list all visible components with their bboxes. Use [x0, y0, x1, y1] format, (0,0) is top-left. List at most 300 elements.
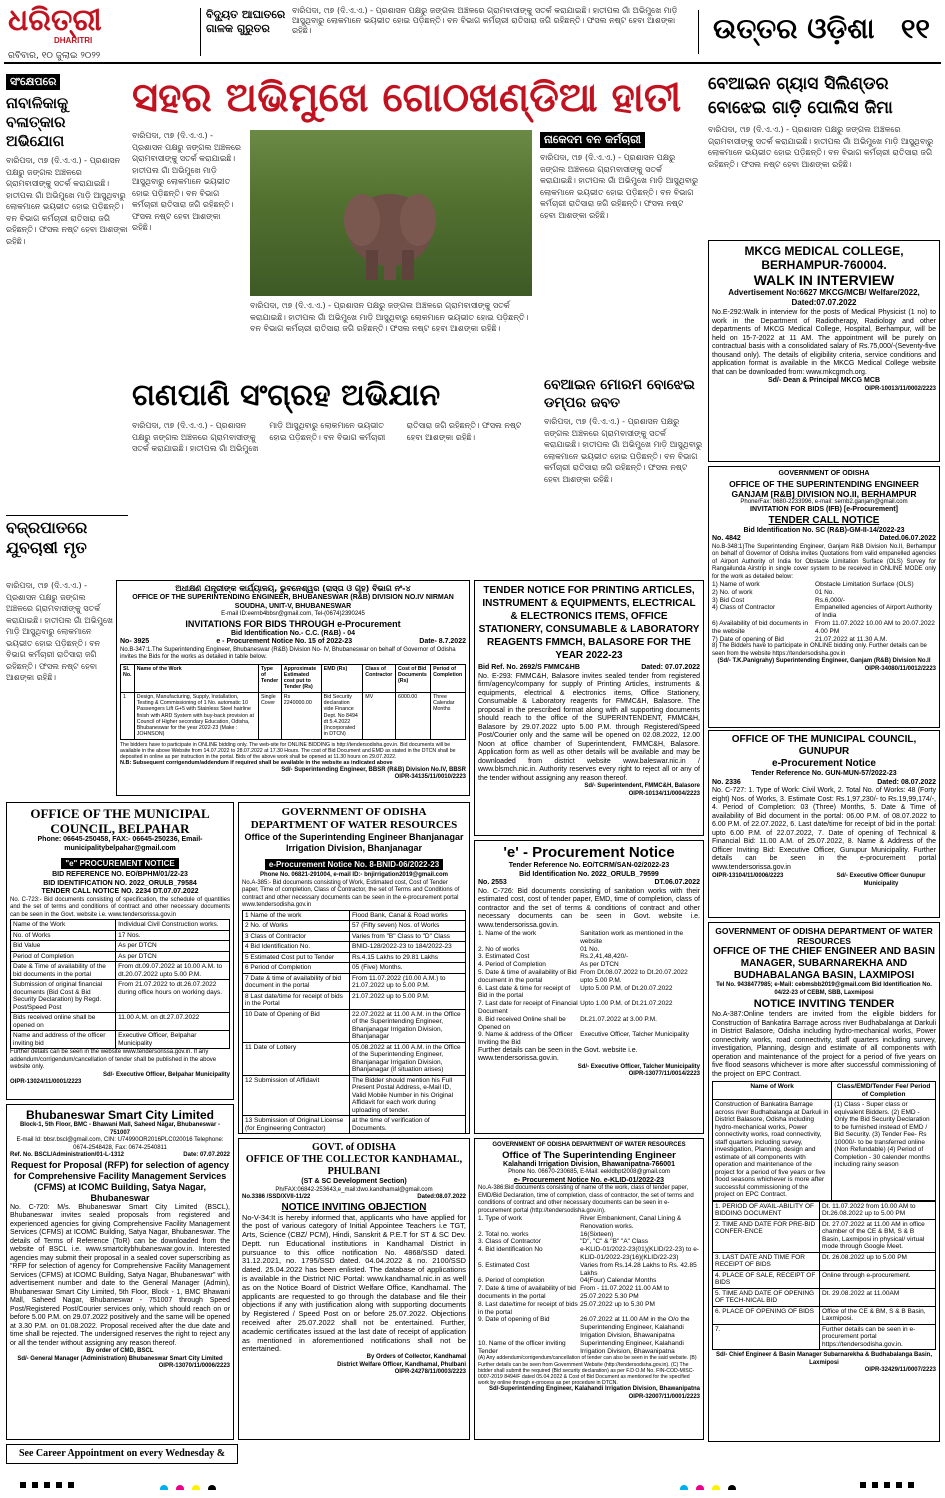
- talcher-rows: [478, 930, 700, 1047]
- detail-key: 3. Class of Contractor: [478, 1238, 541, 1246]
- main-headline: ସହର ଅଭିମୁଖେ ଗୋଠଖଣ୍ଡିଆ ହାତୀ: [132, 75, 682, 121]
- detail-row: [478, 985, 700, 1001]
- detail-key: 4) Class of Contractor: [712, 604, 776, 612]
- ganjam-invite: INVITATION FOR BIDS (IFB) [e-Procurement]: [750, 506, 898, 513]
- section-title-box: [698, 10, 938, 54]
- detail-value: From Dt.08.07.2022 to Dt.20.07.2022 upto 5.00 P.M.: [580, 968, 688, 984]
- subarna-body: No.A-387:Online tenders are invited from the eligible bidders for Construction of Bankatira Barrage across river Budhabalanga at Darkuli in District Balasore, Odisha including hydro-mechanical works, Power connectivity works, road connectivity, staff quarters including survey, investigation, Planning, design and estimate of all components with operation and maintenance of the project for a period of five years on five flood seasons whichever is more after successful commissioning of the project on EPC Contract.: [712, 1011, 936, 1078]
- section-title: ଉତ୍ତର ଓଡ଼ିଶା: [713, 12, 875, 45]
- table-key-cell: 6 Period of Completion: [243, 963, 350, 974]
- detail-value: 25.07.2022 up to 5.30 PM: [580, 1300, 655, 1308]
- talcher-dated: DT.06.07.2022: [654, 879, 700, 886]
- table-key-cell: 1 Name of the work: [243, 910, 350, 921]
- kala-title: Office of The Superintending Engineer: [502, 1149, 676, 1161]
- bscl-contact: E-mail Id: bbsr.bscl@gmail.com, CIN: U74990OR2016PLC020016 Telephone: 0674-2548428, Fax: 0674-2540811: [16, 1137, 224, 1151]
- subarna-th1: Name of Work: [713, 1082, 832, 1100]
- table-key-cell: 4 Bid Identification No.: [243, 942, 350, 953]
- table-value-cell: Dt. 29.08.2022 at 11.00AM: [820, 1288, 936, 1306]
- bhanj-gov: GOVERNMENT OF ODISHA: [281, 806, 427, 818]
- detail-value: 01 No.: [815, 588, 835, 596]
- detail-value: 04(Four) Calendar Months: [580, 1277, 657, 1285]
- table-row: [121, 664, 466, 692]
- belpahar-call: TENDER CALL NOTICE NO. 2234 DT.07.07.2022: [41, 888, 199, 895]
- kandh-oipr: OIPR-24278/11/0003/2223: [394, 1369, 466, 1376]
- detail-value: From 11.07.2022 10.00 AM to 20.07.2022 4.00 PM: [815, 619, 935, 635]
- main-body-col2: ବାରିପଦା, ୯ା୭ (ଦି.ଏ.ଏ.) - ପ୍ରଶାସନ ପକ୍ଷରୁ ଜଙ୍ଗଲ ଅଞ୍ଚଳରେ ଗ୍ରାମବାସୀଙ୍କୁ ସତର୍କ କରାଯାଇଛି। ହାତୀପଲ ଗାଁ ଅଭିମୁଖେ ମାଡ଼ି ଆସୁଥିବାରୁ ଲୋକମାନେ ଭୟଭୀତ ହୋଇ ପଡ଼ିଛନ୍ତି। ବନ ବିଭାଗ କର୍ମଚାରୀ ରାତିସାରା ଜଗି ରହିଛନ୍ତି। ଫସଲ ନଷ୍ଟ ହେବା ଆଶଙ୍କା ରହିଛି।: [250, 301, 529, 333]
- table-value-cell: 57 (Fifty seven) Nos. of Works: [350, 921, 466, 932]
- belpahar-badge: "e" PROCUREMENT NOTICE: [61, 858, 178, 869]
- gunupur-body: No. C-727: 1. Type of Work: Civil Work, 2. Total No. of Works: 48 (Forty eight) Nos. of Works, 3. Estimate Cost: Rs.1,97,230/- to Rs.19,99,174/-, 4. Period of Completion: 03 (Three) Months, 5. Date & Time of availability of Bid document in the portal: 06.00 P.M. of 08.07.2022 to 6.00 P.M. of 22.07.2022, 6. Last date/time for receipt of bid in the portal: upto 6.00 P.M. of 22.07.2022, 7. Date of opening of Technical & Financial Bid: 11.00 A.M. of 25.07.2022, 8. Name & Address of the Officer Inviting Bid: Executive Officer, Gunupur Municipality. Further details can be seen in the e-procurement portal www.tendersorissa.gov.in: [712, 787, 936, 871]
- table-row: [713, 1288, 936, 1306]
- table-value-cell: From 21.07.2022 to dt.26.07.2022 during office hours on working days.: [116, 980, 230, 1013]
- kandh-dated: Dated:08.07.2022: [417, 1194, 466, 1200]
- gas-headline: ବେଆଇନ ଗ୍ୟାସ ସିଲିଣ୍ଡର ବୋଝେଇ ଗାଡ଼ି ପୋଲିସ ଜିମା: [708, 74, 893, 118]
- kandh-body: No-V-34:It is hereby informed that, applicants who have applied for the post of various category of Initial Appointee Teachers i.e TGT, Arts, Science (CBZ/ PCM), Hindi, Sanskrit & P.E.T for ST & SC Dev. Deptt. run Educational institutions in Kandhamal District in pursuance to this office notification No. 4868/SSD dated. 31.12.2021, no. 1795/SSD dated. 04.04.2022 & no. 2100/SSD dated. 25.04.2022 has been enlisted. The database of applications is available in the District NIC Portal: www.kandhamal.nic.in as well as on the Notice Board of District Welfare Office, Kandhamal. The applicants are requested to go through the database and file their objections if any with justification along with supporting documents by Registered / Speed Post on or before 25.07.2022. Objections received after 25.07.2022 shall not be entertained. Further, academic certificates issued at the last date of receipt of application as mentioned in aforementioned notifications shall not be entertained.: [242, 1212, 466, 1354]
- table-header-cell: Cost of Bid Documents (Rs): [396, 664, 431, 692]
- bbsr-notice: e - Procurement Notice No. 15 of 2022-23: [216, 638, 353, 645]
- bhanj-table: [242, 910, 466, 1135]
- detail-value: 26.07.2022 at 11.00 AM in the O/o the Superintending Engineer, Kalahandi Irrigation Division, Bhawanipatna: [580, 1316, 690, 1339]
- detail-row: [712, 620, 936, 636]
- detail-value: "D", "C" & "B" "A" Class: [580, 1238, 649, 1246]
- gunupur-dated: Dated: 08.07.2022: [877, 778, 936, 786]
- detail-key: 6) Availability of bid documents in the website: [712, 619, 808, 635]
- ganjam-gov: GOVERNMENT OF ODISHA: [778, 470, 870, 477]
- kala-contact: Phone No. 06670-230685, E-Mail: eekldbpt2008@gmail.com: [508, 1169, 670, 1175]
- talcher-footer: Further details can be seen in the Govt. website i.e. www.tendersorissa.gov.in.: [478, 1046, 638, 1063]
- detail-key: 9. Date of opening of Bid: [478, 1316, 550, 1324]
- detail-row: [712, 597, 936, 605]
- table-key-cell: 6. PLACE OF OPENING OF BIDS: [713, 1306, 820, 1324]
- bbsr-rb-ad: [116, 580, 470, 796]
- table-value-cell: Office of the CE & BM, S & B Basin, Laxmiposi.: [820, 1306, 936, 1324]
- table-value-cell: From 11.07.2022 (10.00 A.M.) to 21.07.2022 up to 5.00 P.M.: [350, 973, 466, 991]
- logo-odia: ଧରିତ୍ରୀ: [8, 4, 102, 38]
- gunupur-sub: e-Procurement Notice: [772, 758, 876, 769]
- bhanj-intro: No.A-385:- Bid documents consisting of Work, Estimated cost, Cost of Tender paper, Time of completion, Class of Contractor, the set of Terms and Conditions of contract and other necessary documents can be seen in the e-procurement portal www.tendersodisha.gov.in: [242, 879, 460, 908]
- bbsr-intro: No.B-347:1.The Superintending Engineer, Bhubaneswar (R&B) Division No- IV, Bhubaneswar on behalf of Governor of Odisha invites the Bids for the works as detailed in table below.: [120, 646, 456, 660]
- table-key-cell: Bids received online shall be opened on: [11, 1013, 116, 1031]
- table-row: [243, 931, 466, 942]
- bbsr-sign: Sd/- Superintending Engineer, BBSR (R&B) Division No.IV, BBSR: [281, 766, 466, 773]
- ganjam-footer: 8) The Bidders have to participate in ONLINE bidding only. Further details can be seen from the website https://tendersodisha.gov.in: [712, 643, 927, 657]
- detail-value: Obstacle Limitation Surface (OLS): [815, 581, 914, 588]
- detail-row: [478, 1016, 700, 1032]
- bscl-dated: Date: 07.07.2022: [183, 1152, 230, 1158]
- bbsr-no: No- 3925: [120, 638, 150, 645]
- detail-value: Rs.6,000/-: [815, 596, 846, 604]
- gunupur-oipr: OIPR-13104/11/0006/2223: [712, 873, 784, 879]
- table-row: [11, 980, 230, 1013]
- detail-value: From - 11.07.2022 11.00 AM to 25.07.2022 5.30 PM: [580, 1285, 670, 1300]
- talcher-title: 'e' - Procurement Notice: [503, 844, 675, 861]
- detail-value: 16(Sixteen): [580, 1230, 614, 1238]
- belpahar-contact: Phone: 06645-250458, FAX:- 06645-250236, Email- municipalitybelpahar@gmail.com: [37, 836, 203, 852]
- table-header-cell: Class of Contractor: [363, 664, 396, 692]
- bbsr-dated: Date- 8.7.2022: [419, 638, 466, 645]
- detail-row: [478, 930, 700, 946]
- table-row: [243, 963, 466, 974]
- mkcg-sign: Sd/- Dean & Principal MKCG MCB: [767, 377, 880, 384]
- table-value-cell: at the time of verification of Documents.: [350, 1116, 466, 1134]
- belpahar-sign: Sd/- Executive Officer, Belpahar Municipality: [102, 1071, 230, 1078]
- table-key-cell: No. of Works: [11, 930, 116, 941]
- masthead-divider: [200, 8, 201, 56]
- detail-key: 10. Name of the officer inviting Tender: [478, 1339, 566, 1355]
- bbsr-invite: INVITATIONS FOR BIDS THROUGH e-Procurement: [185, 618, 401, 629]
- ganjam-tender: TENDER CALL NOTICE: [768, 514, 880, 526]
- table-cell: Bid Security declaration vide Finance Dept. No 8494 dt 5.4.2022 (Incorporated in DTCN): [321, 692, 363, 739]
- table-key-cell: Name and address of the officer inviting bid: [11, 1031, 116, 1049]
- detail-value: Executive Officer, Talcher Municipality: [580, 1031, 689, 1039]
- ganjam-contact: Phone/Fax: 0680-2233996, e-mail: sernb2.ganjam@gmail.com: [740, 498, 908, 505]
- table-row: [243, 910, 466, 921]
- masthead-rule: [4, 62, 941, 64]
- subarna-th2: Class/EMD/Tender Fee/ Period of Completion: [832, 1082, 936, 1100]
- elephant-photo: [250, 130, 532, 296]
- gunupur-sign: Sd/- Executive Officer Gunupur Municipality: [836, 873, 926, 887]
- bhanj-office: Office of the Superintending Engineer Bhanjanagar Irrigation Division, Bhanjanagar: [244, 832, 464, 853]
- detail-key: 2. Total no. works: [478, 1230, 529, 1238]
- table-value-cell: As per DTCN: [116, 941, 230, 952]
- table-key-cell: 5. TIME AND DATE OF OPENING OF TECH-NICAL BID: [713, 1288, 820, 1306]
- table-value-cell: The Bidder should mention his Full Present Postal Address, e-Mail ID, Valid Mobile Number in his Original Affidavit for each work during uploading of tender.: [350, 1075, 466, 1116]
- belpahar-title: OFFICE OF THE MUNICIPAL COUNCIL, BELPAHAR: [30, 806, 210, 836]
- detail-row: [478, 1277, 700, 1285]
- detail-key: 2. No of works: [478, 945, 520, 953]
- gunupur-ref: Tender Reference No. GUN-MUN-57/2022-23: [751, 770, 897, 777]
- elephant-icon: [250, 130, 532, 296]
- table-value-cell: Flood Bank, Canal & Road works: [350, 910, 466, 921]
- main-sub-tag: ନାକେଦମ ବନ କର୍ମଚାରୀ: [540, 132, 645, 148]
- detail-row: [478, 1238, 700, 1246]
- logo-latin: DHARITRI: [54, 36, 93, 45]
- table-value-cell: 22.07.2022 at 11.00 A.M. in the Office of the Superintending Engineer, Bhanjanagar Irrigation Division, Bhanjanagar: [350, 1009, 466, 1042]
- table-row: [713, 1201, 936, 1219]
- brief-tag: ସଂକ୍ଷେପରେ: [6, 74, 60, 90]
- bbsr-odia-title: ଅଧୀକ୍ଷଣ ଯନ୍ତ୍ରୀଙ୍କ କାର୍ଯ୍ୟାଳୟ, ଭୁବନେଶ୍ୱର (ରାସ୍ତା ଓ ଗୃହ) ବିଭାଗ ନଂ-୪: [175, 584, 411, 593]
- ganjam-bid-id: Bid Identification No. SC (R&B)-GM-II-14/2022-23: [743, 526, 905, 534]
- mkcg-title2: BERHAMPUR-760004.: [761, 258, 887, 272]
- table-key-cell: 2. TIME AND DATE FOR PRE-BID CONFER-ENCE: [713, 1219, 820, 1252]
- detail-value: Superintending Engineer, Kalahandi Irrigation Division, Bhawanipatna: [580, 1339, 684, 1355]
- table-value-cell: From dt.09.07.2022 at 10.00 A.M. to dt.20.07.2022 upto 5.00 P.M.: [116, 962, 230, 980]
- table-key-cell: 13 Submission of Original License (for Engineering Contractor): [243, 1116, 350, 1134]
- detail-row: [712, 581, 936, 589]
- table-row: [121, 692, 466, 739]
- fmmch-dated: Dated: 07.07.2022: [641, 664, 700, 671]
- detail-value: Upto 5.00 P.M. of Dt.20.07.2022: [580, 984, 673, 992]
- ganjam-no: No. 4842: [712, 535, 741, 542]
- detail-row: [478, 1246, 700, 1262]
- detail-row: [712, 636, 936, 644]
- teaser-headline: ବିଦ୍ୟୁତ ଆଘାତରେ ଗାଳକ ଗୁରୁତର: [206, 8, 286, 35]
- bscl-body: No. C-720: M/s. Bhubaneswar Smart City Limited (BSCL), Bhubaneswar invites sealed proposals from registered and experienced agencies for giving Comprehensive Facility Management Services (CFMS) at ICOMC Building, Satya Nagar, Bhubaneswar. The details of Terms of Reference (ToR) can be downloaded from the website of BSCL i.e. www.smartcitybhubaneswar.gov.in. Interested agencies may submit their proposal in a sealed cover superscribing as "RFP for selection of agency for Comprehensive Facility Management Services (CFMS) at ICOMC Building, Satya Nagar, Bhubaneswar" with advertisement number and date to the General Manager (Admin), Bhubaneswar Smart City Limited, 5th Floor, Block - 1, BMC Bhawani Mall, Saheed Nagar, Bhubaneswar - 751007 through Speed Post/Registered Post/Courier services only, which should reach on or before 5.00 P.M. on 29.07.2022 positively and the same will be opened at 3.30 P.M. on 01.08.2022. Proposal received after the due date and time shall be rejected. The undersigned reserves the right to reject any or all the tender without assigning any reason thereof.: [10, 1203, 230, 1347]
- table-value-cell: Further details can be seen in e-procurement portal https://tendersodisha.gov.in.: [820, 1324, 936, 1350]
- bbsr-contact: E-mail ID:eernb4bbsr@gmail.com, Tel-(0674)2390245: [221, 611, 365, 617]
- table-key-cell: Period of Completion: [11, 951, 116, 962]
- subarna-sign: Sd/- Chief Engineer & Basin Manager Subarnarekha & Budhabalanga Basin, Laxmiposi: [715, 1352, 933, 1366]
- table-value-cell: Executive Officer, Belpahar Municipality: [116, 1031, 230, 1049]
- mkcg-adv-no: Advertisement No:6627 MKCG/MCB/ Welfare/2022, Dated:07.07.2022: [728, 288, 920, 307]
- lightning-body: ବାରିପଦା, ୯ା୭ (ଦି.ଏ.ଏ.) - ପ୍ରଶାସନ ପକ୍ଷରୁ ଜଙ୍ଗଲ ଅଞ୍ଚଳରେ ଗ୍ରାମବାସୀଙ୍କୁ ସତର୍କ କରାଯାଇଛି। ହାତୀପଲ ଗାଁ ଅଭିମୁଖେ ମାଡ଼ି ଆସୁଥିବାରୁ ଲୋକମାନେ ଭୟଭୀତ ହୋଇ ପଡ଼ିଛନ୍ତି। ବନ ବିଭାଗ କର୍ମଚାରୀ ରାତିସାରା ଜଗି ରହିଛନ୍ତି। ଫସଲ ନଷ୍ଟ ହେବା ଆଶଙ୍କା ରହିଛି।: [6, 581, 113, 682]
- mkcg-title3: WALK IN INTERVIEW: [753, 272, 895, 288]
- bbsr-sub-note: N.B: Subsequent corrigendum/addendum if required shall be available in the website as indicated above: [120, 760, 393, 767]
- water-headline: ଗଣପାଣି ସଂଗ୍ରହ ଅଭିଯାନ: [132, 378, 441, 413]
- gas-story: [708, 72, 940, 238]
- detail-key: 3. Estimated Cost: [478, 953, 530, 961]
- brief-column: [6, 72, 128, 577]
- detail-row: [712, 604, 936, 620]
- table-value-cell: Dt. 27.07.2022 at 11.00 AM in office chamber of the CE & BM, S & B Basin, Laxmiposi in physical/ virtual mode through Google Meet.: [820, 1219, 936, 1252]
- table-key-cell: 3. LAST DATE AND TIME FOR RECEIPT OF BIDS: [713, 1252, 820, 1270]
- table-key-cell: 2 No. of Works: [243, 921, 350, 932]
- career-strip: [6, 1444, 238, 1464]
- detail-row: [478, 946, 700, 954]
- detail-key: 4. Bid identification No: [478, 1246, 543, 1254]
- gas-body: ବାରିପଦା, ୯ା୭ (ଦି.ଏ.ଏ.) - ପ୍ରଶାସନ ପକ୍ଷରୁ ଜଙ୍ଗଲ ଅଞ୍ଚଳରେ ଗ୍ରାମବାସୀଙ୍କୁ ସତର୍କ କରାଯାଇଛି। ହାତୀପଲ ଗାଁ ଅଭିମୁଖେ ମାଡ଼ି ଆସୁଥିବାରୁ ଲୋକମାନେ ଭୟଭୀତ ହୋଇ ପଡ଼ିଛନ୍ତି। ବନ ବିଭାଗ କର୍ମଚାରୀ ରାତିସାରା ଜଗି ରହିଛନ୍ତି। ଫସଲ ନଷ୍ଟ ହେବା ଆଶଙ୍କା ରହିଛି।: [708, 125, 934, 169]
- bscl-addr: Block-1, 5th Floor, BMC - Bhawani Mall, Saheed Nagar, Bhubaneswar - 751007: [19, 1122, 221, 1136]
- detail-row: [478, 1231, 700, 1239]
- bscl-sign: Sd/- General Manager (Administration) Bhubaneswar Smart City Limited: [17, 1355, 223, 1362]
- detail-key: 7. Date & time of availability of bid documents in the portal: [478, 1285, 576, 1300]
- detail-row: [478, 1215, 700, 1231]
- gunupur-title: OFFICE OF THE MUNICIPAL COUNCIL, GUNUPUR: [731, 734, 917, 757]
- subarna-title: OFFICE OF THE CHIEF ENGINEER AND BASIN MANAGER, SUBARNAREKHA AND BUDHABALANGA BASIN, LAXMIPOSI: [713, 946, 935, 981]
- brief-headline: ନାବାଳିକାକୁ ବଳାତ୍କାର ଅଭିଯୋଗ: [6, 94, 69, 150]
- subarna-contact: Tel No. 9438477985; e-Mail: cebmsbb2019@gmail.com Bid Identification No. 04/22-23 of CEBM, SBB, Laxmiposi: [716, 982, 932, 996]
- table-row: [713, 1219, 936, 1252]
- water-story: [132, 376, 538, 576]
- table-header-cell: Sl. No.: [121, 664, 135, 692]
- table-value-cell: 05.08.2022 at 11.00 A.M. in the Office of the Superintending Engineer, Bhanjanagar Irrigation Division, Bhanjanagar (if situation arises): [350, 1042, 466, 1075]
- table-value-cell: Varies from "B" Class to "D" Class: [350, 931, 466, 942]
- belpahar-intro: No. C-723:- Bid documents consisting of specification, the schedule of quantities and the set of terms and conditions of contract and other necessary documents can be seen in the Govt. website i.e. www.tendersorissa.gov.in: [10, 896, 230, 918]
- subarna-td1: Construction of Bankatira Barrage across river Budhabalanga at Darkuli in District Balasore, Odisha including hydro-mechanical works, Power connectivity works, road connectivity, staff quarters including survey, investigation, Planning, design and estimate of all components with operation and maintenance of the project for a period of five years or five flood seasons whichever is more after successful commissioning of the project on EPC Contract.: [713, 1100, 832, 1201]
- bscl-order: By order of CMD, BSCL: [86, 1348, 154, 1354]
- bscl-rfp: Request for Proposal (RFP) for selection of agency for Comprehensive Facility Management Services (CFMS) at ICOMC Building, Satya Nagar, Bhubaneswar: [10, 1159, 230, 1203]
- ganjam-items: [712, 581, 936, 643]
- table-row: [243, 1075, 466, 1116]
- table-key-cell: 1. PERIOD OF AVAIL-ABILITY OF BIDDING DOCUMENT: [713, 1201, 820, 1219]
- table-value-cell: Rs.4.15 Lakhs to 29.81 Lakhs: [350, 952, 466, 963]
- table-row: [243, 921, 466, 932]
- detail-value: Rs.2,41,48,420/-: [580, 953, 629, 961]
- table-row: [243, 1009, 466, 1042]
- logo: [8, 4, 128, 54]
- detail-row: [478, 1262, 700, 1278]
- table-row: [11, 962, 230, 980]
- fmmch-title: TENDER NOTICE FOR PRINTING ARTICLES, INSTRUMENT & EQUIPMENTS, ELECTRICAL & ELECTRONICS ITEMS, OFFICE STATIONERY, CONSUMABLE & LABORATORY REAGENTS FMMCH, BALASORE FOR THE YEAR 2022-23: [478, 585, 700, 661]
- belpahar-bid-id: BID IDENTIFICATION NO. 2022_ORULB_79584: [43, 879, 197, 887]
- table-key-cell: Submission of original financial documents (Bid Cost & Bid Security Declaration) by Regd. Post/Speed Post: [11, 980, 116, 1013]
- table-key-cell: 4. PLACE OF SALE, RECEIPT OF BIDS: [713, 1270, 820, 1288]
- detail-key: 3) Bid Cost: [712, 596, 745, 604]
- table-row: [243, 952, 466, 963]
- bscl-title: Bhubaneswar Smart City Limited: [25, 1108, 215, 1122]
- table-header-cell: Approximate Estimated cost put to Tender (Rs): [281, 664, 321, 692]
- table-cell: MV: [363, 692, 396, 739]
- detail-key: 6. Last date & time for receipt of Bid in the portal: [478, 984, 571, 1000]
- mkcg-oipr: OIPR-10013/11/0002/2223: [864, 385, 936, 392]
- mkcg-ad: [708, 240, 940, 462]
- bscl-ad: [6, 1104, 234, 1440]
- table-value-cell: Individual Civil Construction works.: [116, 920, 230, 931]
- table-value-cell: Dt. 26.08.2022 up to 5.00 PM: [820, 1252, 936, 1270]
- water-body: ବାରିପଦା, ୯ା୭ (ଦି.ଏ.ଏ.) - ପ୍ରଶାସନ ପକ୍ଷରୁ ଜଙ୍ଗଲ ଅଞ୍ଚଳରେ ଗ୍ରାମବାସୀଙ୍କୁ ସତର୍କ କରାଯାଇଛି। ହାତୀପଲ ଗାଁ ଅଭିମୁଖେ ମାଡ଼ି ଆସୁଥିବାରୁ ଲୋକମାନେ ଭୟଭୀତ ହୋଇ ପଡ଼ିଛନ୍ତି। ବନ ବିଭାଗ କର୍ମଚାରୀ ରାତିସାରା ଜଗି ରହିଛନ୍ତି। ଫସଲ ନଷ୍ଟ ହେବା ଆଶଙ୍କା ରହିଛି।: [132, 421, 522, 453]
- detail-value: Varies from Rs.14.28 Lakhs to Rs. 42.85 Lakhs: [580, 1261, 697, 1277]
- table-row: [713, 1324, 936, 1350]
- main-body-col3: ବାରିପଦା, ୯ା୭ (ଦି.ଏ.ଏ.) - ପ୍ରଶାସନ ପକ୍ଷରୁ ଜଙ୍ଗଲ ଅଞ୍ଚଳରେ ଗ୍ରାମବାସୀଙ୍କୁ ସତର୍କ କରାଯାଇଛି। ହାତୀପଲ ଗାଁ ଅଭିମୁଖେ ମାଡ଼ି ଆସୁଥିବାରୁ ଲୋକମାନେ ଭୟଭୀତ ହୋଇ ପଡ଼ିଛନ୍ତି। ବନ ବିଭାଗ କର୍ମଚାରୀ ରାତିସାରା ଜଗି ରହିଛନ୍ତି। ଫସଲ ନଷ୍ଟ ହେବା ଆଶଙ୍କା ରହିଛି।: [540, 153, 699, 220]
- table-row: [713, 1306, 936, 1324]
- table-cell: Three Calendar Months: [431, 692, 466, 739]
- sand-story: [544, 376, 704, 576]
- detail-row: [478, 1340, 700, 1356]
- fmmch-body: No. E-293: FMMC&H, Balasore invites sealed tender from registered firm/agency/company for supply of Printing Articles, instruments & equipments, electrical & electronics items, Office Stationery, Consumable & Laboratory reagents for FMMC&H, Balasore. The proposal in the prescribed format along with all supporting documents should reach to the office of the SUPERINTENDENT, FMMC&H, Balasore by 29.07.2022 upto 5.00 P.M. through Registered/Speed Post/Courier only and the same will be opened on 02.08.2022, 12.00 Noon at office chamber of Superintendent, FMMC&H, Balasore. Application form as well as other details will be available and may be downloaded from district website www.baleswar.nic.in / www.blsmch.nic.in. Authority reserves every right to reject all or any of the tender without assigning any reason thereof.: [478, 672, 700, 782]
- ganjam-oipr: OIPR-34080/11/0012/2223: [864, 665, 936, 672]
- kala-sign: Sd/-Superintending Engineer, Kalahandi Irrigation Division, Bhawanipatna: [488, 1386, 700, 1393]
- kandhamal-ad: [238, 1138, 470, 1440]
- bscl-ref: Ref. No. BSCL/Administration/01-L-1312: [10, 1152, 125, 1158]
- bbsr-table: [120, 664, 466, 740]
- table-value-cell: Dt. 11.07.2022 from 10.00 AM to Dt.26.08.2022 up to 5.00 PM: [820, 1201, 936, 1219]
- subarna-notice: NOTICE INVITING TENDER: [753, 998, 895, 1010]
- fmmch-oipr: OIPR-10134/11/0004/2223: [628, 790, 700, 797]
- table-value-cell: Online through e-procurement.: [820, 1270, 936, 1288]
- table-header-cell: Period of Completion: [431, 664, 466, 692]
- detail-row: [478, 1316, 700, 1339]
- fmmch-sign: Sd/- Superintendent, FMMC&H, Balasore: [584, 783, 700, 789]
- masthead: [0, 0, 945, 66]
- detail-value: 21.07.2022 at 11.30 A.M.: [815, 635, 888, 643]
- table-row: [11, 951, 230, 962]
- table-row: [713, 1270, 936, 1288]
- belpahar-oipr: OIPR-13024/11/0001/2223: [10, 1079, 82, 1085]
- table-header-cell: Name of the Work: [134, 664, 258, 692]
- kandh-notice: NOTICE INVITING OBJECTION: [281, 1201, 427, 1213]
- detail-row: [712, 589, 936, 597]
- main-body-col1: ବାରିପଦା, ୯ା୭ (ଦି.ଏ.ଏ.) - ପ୍ରଶାସନ ପକ୍ଷରୁ ଜଙ୍ଗଲ ଅଞ୍ଚଳରେ ଗ୍ରାମବାସୀଙ୍କୁ ସତର୍କ କରାଯାଇଛି। ହାତୀପଲ ଗାଁ ଅଭିମୁଖେ ମାଡ଼ି ଆସୁଥିବାରୁ ଲୋକମାନେ ଭୟଭୀତ ହୋଇ ପଡ଼ିଛନ୍ତି। ବନ ବିଭାଗ କର୍ମଚାରୀ ରାତିସାରା ଜଗି ରହିଛନ୍ତି। ଫସଲ ନଷ୍ଟ ହେବା ଆଶଙ୍କା ରହିଛି।: [132, 131, 241, 232]
- detail-row: [478, 961, 700, 969]
- talcher-intro: No. C-726: Bid documents consisting of sanitation works with their estimated cost, cost of tender paper, EMD, time of completion, class of contractor and the set of terms & conditions of contract and other necessary documents can be seen in Govt. website i.e. www.tendersorissa.gov.in.: [478, 887, 700, 929]
- mkcg-title1: MKCG MEDICAL COLLEGE,: [744, 244, 904, 258]
- table-key-cell: Bid Value: [11, 941, 116, 952]
- kandh-gov: GOVT. of ODISHA: [312, 1142, 396, 1153]
- talcher-ref: Tender Reference No. EO/TCRM/SAN-02/2022-23: [508, 862, 670, 869]
- detail-row: [478, 1301, 700, 1317]
- detail-key: 7. Last date for receipt of Financial Document: [478, 1000, 578, 1015]
- lightning-headline: ବଜ୍ରପାତରେ ଯୁବଚାଷୀ ମୃତ: [6, 515, 128, 558]
- registration-stripe-left: [20, 1482, 80, 1488]
- detail-value: e-KLID-01/2022-23(01)(KLID/22-23) to e-KLID-01/2022-23(16)(KLID/22-23): [580, 1246, 699, 1261]
- brief-body: ବାରିପଦା, ୯ା୭ (ଦି.ଏ.ଏ.) - ପ୍ରଶାସନ ପକ୍ଷରୁ ଜଙ୍ଗଲ ଅଞ୍ଚଳରେ ଗ୍ରାମବାସୀଙ୍କୁ ସତର୍କ କରାଯାଇଛି। ହାତୀପଲ ଗାଁ ଅଭିମୁଖେ ମାଡ଼ି ଆସୁଥିବାରୁ ଲୋକମାନେ ଭୟଭୀତ ହୋଇ ପଡ଼ିଛନ୍ତି। ବନ ବିଭାଗ କର୍ମଚାରୀ ରାତିସାରା ଜଗି ରହିଛନ୍ତି। ଫସଲ ନଷ୍ଟ ହେବା ଆଶଙ୍କା ରହିଛି।: [6, 156, 128, 246]
- bhanjanagar-ad: [238, 802, 470, 1134]
- detail-key: 8. Last date/time for receipt of bids in the portal: [478, 1300, 578, 1316]
- table-row: [243, 1116, 466, 1134]
- bbsr-oipr: OIPR-34135/11/0010/2223: [394, 774, 466, 781]
- sand-headline: ବେଆଇନ ମୋରମ ବୋଝେଇ ଡମ୍ପର ଜବତ: [544, 377, 695, 411]
- table-row: [11, 1013, 230, 1031]
- table-row: [11, 941, 230, 952]
- table-value-cell: BNID-128/2022-23 to 184/2022-23: [350, 942, 466, 953]
- detail-key: 5. Estimated Cost: [478, 1261, 530, 1269]
- detail-key: 5. Date & time of availability of Bid document in the portal: [478, 968, 577, 984]
- detail-row: [478, 1031, 700, 1047]
- bhanj-dept: DEPARTMENT OF WATER RESOURCES: [250, 819, 458, 831]
- subarna-td2: (1) Class - Super class or equivalent Bidders. (2) EMD - Only the Bid Security Declaration to be furnished instead of EMD / Bid Security. (3) Tender Fee- Rs 10000/- to be transferred online (Non Refundable) (4) Period of Completion - 30 calender months including rainy season: [832, 1100, 936, 1201]
- table-key-cell: 8 Last date/time for receipt of bids in the Portal: [243, 991, 350, 1009]
- table-header-cell: EMD (Rs): [321, 664, 363, 692]
- kandh-no: No.3386 /SSD/XVII-11/22: [242, 1194, 311, 1200]
- table-key-cell: 3 Class of Contractor: [243, 931, 350, 942]
- fmmch-ad: [474, 580, 704, 836]
- kala-notice: e- Procurement Notice No. e-KLID-01/2022-23: [513, 1176, 665, 1184]
- detail-key: 2) No. of work: [712, 588, 753, 596]
- detail-key: 1) Name of work: [712, 581, 760, 588]
- detail-value: River Embankment, Canal Lining & Renovation works.: [580, 1215, 682, 1230]
- table-value-cell: 21.07.2022 up to 5.00 P.M.: [350, 991, 466, 1009]
- belpahar-table: [10, 919, 230, 1049]
- kalahandi-ad: [474, 1138, 704, 1440]
- detail-key: 7) Date of opening of Bid: [712, 635, 784, 643]
- teaser-text: ବାରିପଦା, ୯ା୭ (ଦି.ଏ.ଏ.) - ପ୍ରଶାସନ ପକ୍ଷରୁ ଜଙ୍ଗଲ ଅଞ୍ଚଳରେ ଗ୍ରାମବାସୀଙ୍କୁ ସତର୍କ କରାଯାଇଛି। ହାତୀପଲ ଗାଁ ଅଭିମୁଖେ ମାଡ଼ି ଆସୁଥିବାରୁ ଲୋକମାନେ ଭୟଭୀତ ହୋଇ ପଡ଼ିଛନ୍ତି। ବନ ବିଭାଗ କର୍ମଚାରୀ ରାତିସାରା ଜଗି ରହିଛନ୍ତି। ଫସଲ ନଷ୍ଟ ହେବା ଆଶଙ୍କା ରହିଛି।: [292, 6, 678, 35]
- bbsr-title: OFFICE OF THE SUPERINTENDING ENGINEER, BHUBANESWAR (R&B) DIVISION NO.IV NIRMAN SOUDHA, UNIT-V, BHUBANESWAR: [132, 594, 454, 610]
- kandh-sign: District Welfare Officer, Kandhamal, Phulbani: [337, 1361, 466, 1368]
- cmyk-dots: [160, 1480, 230, 1490]
- table-key-cell: 12 Submission of Affidavit: [243, 1075, 350, 1116]
- detail-row: [478, 1285, 700, 1301]
- cmyk-dots-right: [680, 1480, 750, 1490]
- detail-row: [478, 953, 700, 961]
- kala-oipr: OIPR-32007/11/0001/2223: [628, 1393, 700, 1400]
- table-value-cell: 05 (Five) Months.: [350, 963, 466, 974]
- table-key-cell: Name of the Work: [11, 920, 116, 931]
- table-row: [243, 973, 466, 991]
- talcher-sign: Sd/- Executive Officer, Talcher Municipality: [577, 1063, 700, 1070]
- registration-stripe-right: [860, 1482, 920, 1488]
- talcher-no: No. 2553: [478, 879, 507, 886]
- bscl-oipr: OIPR-13070/11/0006/2223: [158, 1363, 230, 1369]
- table-key-cell: 7 Date & time of availability of bid document in the portal: [243, 973, 350, 991]
- belpahar-footer: Further details can be seen in the website www.tendersorissa.gov.in. If any addendum/corrigendum/cancellation of tender shall be published in the above website only.: [10, 1049, 217, 1070]
- table-key-cell: Date & Time of availability of the bid documents in the portal: [11, 962, 116, 980]
- kandh-title: OFFICE OF THE COLLECTOR KANDHAMAL, PHULBANI: [245, 1154, 463, 1177]
- talcher-ad: [474, 840, 704, 1134]
- detail-value: Dt.21.07.2022 at 3.00 P.M.: [580, 1015, 657, 1023]
- ganjam-dated: Dated.06.07.2022: [879, 535, 936, 542]
- table-value-cell: As per DTCN: [116, 951, 230, 962]
- belpahar-ad: [6, 802, 234, 1100]
- ganjam-sign: (Sd/- T.K.Panigrahy) Superintending Engineer, Ganjam (R&B) Division No.II: [717, 658, 931, 665]
- detail-key: 1. Type of work: [478, 1215, 522, 1222]
- table-cell: 6000.00: [396, 692, 431, 739]
- table-row: [243, 942, 466, 953]
- detail-row: [478, 969, 700, 985]
- detail-value: Sanitation work as mentioned in the website: [580, 930, 684, 945]
- gunupur-ad: [708, 730, 940, 918]
- belpahar-bid-ref: BID REFERENCE NO. EO/BPHM/01/22-23: [52, 871, 188, 878]
- subarna-schedule: [712, 1201, 936, 1351]
- detail-key: 4. Period of Completion: [478, 961, 546, 969]
- bbsr-footer: The bidders have to participate in ONLINE bidding only. The web-site for ONLINE BIDDING is http://tendersodisha.gov.in. Bid documents will be available in the above Website from 14.07.2022 to 28.07.2022 at 17.30 Hours. The cost of Bid Document and EMD as stated in the DTCN shall be deposited in online as per instruction in the portal. Bids of the above work shall be opened at 11.30 hours on 29.07.2022.: [120, 741, 456, 761]
- fmmch-ref: Bid Ref. No. 2692/S FMMC&HB: [478, 664, 580, 671]
- table-header-cell: Type of Tender: [258, 664, 281, 692]
- bhanj-contact: Phone No. 06821-291004, e-mail ID:- bnjirrigation2019@gmail.com: [260, 872, 448, 878]
- subarna-oipr: OIPR-32429/11/0007/2223: [864, 1367, 936, 1373]
- table-row: [243, 991, 466, 1009]
- table-key-cell: 5 Estimated Cost put to Tender: [243, 952, 350, 963]
- detail-value: 01 No.: [580, 945, 600, 953]
